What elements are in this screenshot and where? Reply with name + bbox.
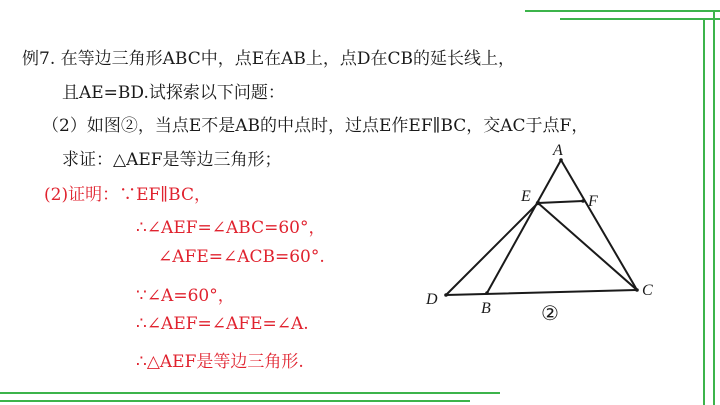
- label-d: D: [426, 291, 438, 308]
- label-e: E: [521, 188, 531, 205]
- segment-ac: [561, 160, 637, 290]
- point-d: [444, 293, 448, 297]
- point-f: [581, 199, 585, 203]
- segment-ef: [538, 201, 583, 203]
- segment-ec: [538, 203, 637, 290]
- segment-ab: [487, 160, 561, 293]
- point-b: [485, 291, 489, 295]
- problem-line-1: 例7. 在等边三角形ABC中，点E在AB上，点D在CB的延长线上，: [22, 49, 516, 69]
- label-f: F: [588, 193, 598, 210]
- label-c: C: [642, 282, 653, 299]
- point-e: [536, 201, 540, 205]
- proof-line-6: ∴△AEF是等边三角形.: [136, 352, 304, 372]
- problem-line-4: 求证：△AEF是等边三角形；: [62, 150, 282, 170]
- segment-de: [446, 203, 538, 295]
- proof-line-3: ∠AFE=∠ACB=60°.: [158, 247, 325, 267]
- label-a: A: [553, 142, 563, 159]
- proof-line-1: (2)证明：∵EF∥BC，: [44, 185, 211, 205]
- proof-line-4: ∵∠A=60°，: [136, 286, 235, 306]
- segment-dc: [446, 290, 637, 295]
- problem-line-3: （2）如图②，当点E不是AB的中点时，过点E作EF∥BC，交AC于点F，: [42, 116, 589, 136]
- point-c: [635, 288, 639, 292]
- figure-number: ②: [541, 301, 559, 325]
- proof-line-5: ∴∠AEF=∠AFE=∠A.: [136, 314, 309, 334]
- label-b: B: [481, 300, 491, 317]
- proof-line-2: ∴∠AEF=∠ABC=60°，: [136, 218, 326, 238]
- problem-line-2: 且AE=BD.试探索以下问题：: [62, 83, 285, 103]
